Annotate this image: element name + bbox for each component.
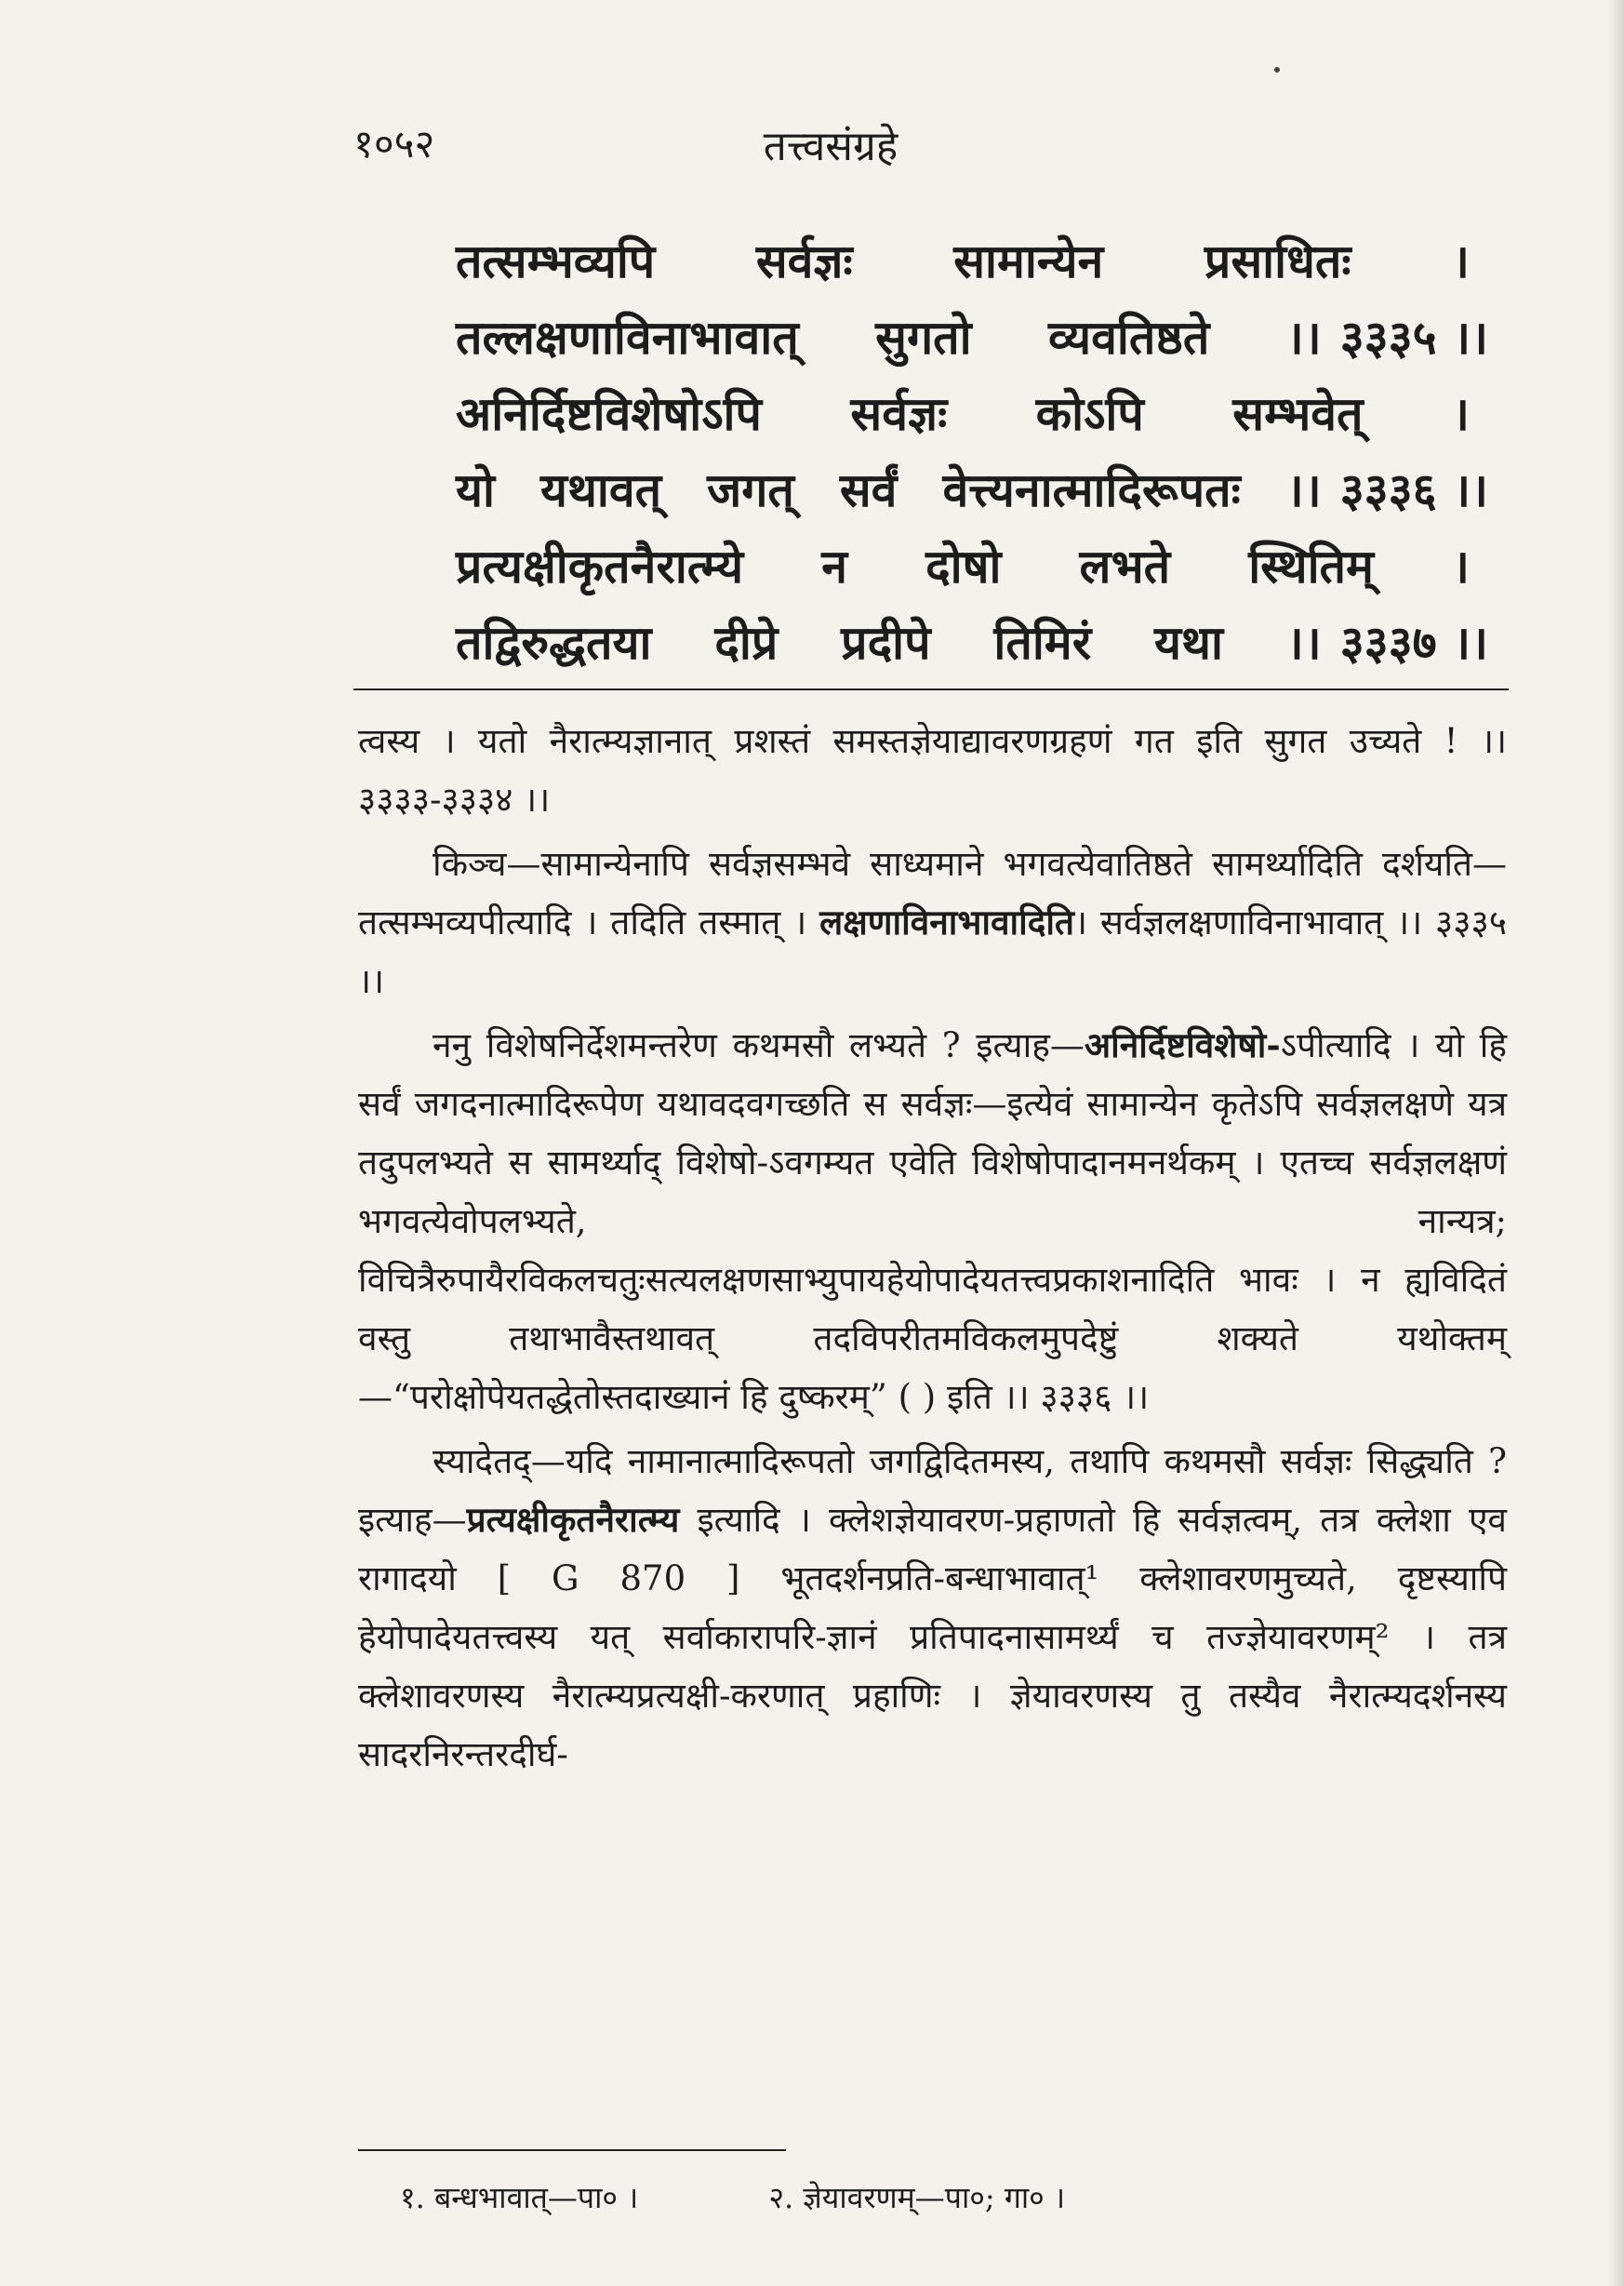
commentary-lemma: अनिर्दिष्टविशेषो- [1084,1024,1281,1065]
verse-text: प्रत्यक्षीकृतनैरात्म्ये न दोषो लभते स्थितिम् । [456,539,1470,594]
commentary-lemma: प्रत्यक्षीकृतनैरात्म्य [466,1499,680,1540]
running-title: तत्त्वसंग्रहे [763,123,899,170]
verse-line [456,457,1488,533]
verse-line [456,609,1488,686]
commentary-text: ननु विशेषनिर्देशमन्तरेण कथमसौ लभ्यते ? इत्याह— [433,1025,1085,1065]
footnote-divider [358,2149,786,2151]
footnotes [400,2177,1423,2217]
verse-number: ३३३७ ।। [1339,615,1488,670]
verse-line [456,304,1488,381]
footnote: १. बन्धभावात्—पा० । [400,2180,639,2215]
verse-line [456,381,1488,457]
commentary-text: किञ्च—सामान्येनापि सर्वज्ञसम्भवे साध्यमाने भगवत्येवातिष्ठते सामर्थ्यादिति दर्शयति—तत्सम्भव्यपीत्यादि । तदिति तस्मात् । [358,844,1507,942]
footnote: २. ज्ञेयावरणम्—पा०; गा० । [768,2180,1066,2215]
verse-divider [353,688,1509,690]
commentary-lemma: लक्षणाविनाभावादिति [819,902,1075,942]
verse-number: ३३३६ ।। [1339,462,1488,517]
commentary-block [358,712,1507,1789]
verse-text: अनिर्दिष्टविशेषोऽपि सर्वज्ञः कोऽपि सम्भवेत् । [456,386,1470,441]
commentary-paragraph [358,835,1507,1010]
commentary-paragraph [358,1432,1507,1784]
verse-number: ३३३५ ।। [1339,310,1488,365]
verse-text: तत्सम्भव्यपि सर्वज्ञः सामान्येन प्रसाधितः । [456,234,1470,288]
commentary-text: इत्यादि । क्लेशज्ञेयावरण-प्रहाणतो हि सर्वज्ञत्वम्, तत्र क्लेशा एव रागादयो [ G 870 ] भूतदर्शनप्रति-बन्धाभावात्¹ क्लेशावरणमुच्यते, दृष्टस्यापि हेयोपादेयतत्त्वस्य यत् सर्वाकारापरि-ज्ञानं प्रतिपादनासामर्थ्यं च तज्ज्ञेयावरणम्² । तत्र क्लेशावरणस्य नैरात्म्यप्रत्यक्षी-करणात् प्रहाणिः । ज्ञेयावरणस्य तु तस्यैव नैरात्म्यदर्शनस्य सादरनिरन्तरदीर्घ- [358,1500,1507,1774]
commentary-paragraph: त्वस्य । यतो नैरात्म्यज्ञानात् प्रशस्तं समस्तज्ञेयाद्यावरणग्रहणं गत इति सुगत उच्यते ! ।। ३३३३-३३३४ ।। [358,721,1507,820]
ink-speck [1274,67,1280,73]
commentary-text: ऽपीत्यादि । यो हि सर्वं जगदनात्मादिरूपेण यथावदवगच्छति स सर्वज्ञः—इत्येवं सामान्येन कृतेऽपि सर्वज्ञलक्षणे यत्र तदुपलभ्यते स सामर्थ्याद् विशेषो-ऽवगम्यत एवेति विशेषोपादानमनर्थकम् । एतच्च सर्वज्ञलक्षणं भगवत्येवोपलभ्यते, नान्यत्र; विचित्रैरुपायैरविकलचतुःसत्यलक्षणसाभ्युपायहेयोपादेयतत्त्वप्रकाशनादिति भावः । न ह्यविदितं वस्तु तथाभावैस्तथावत् तदविपरीतमविकलमुपदेष्टुं शक्यते यथोक्तम्—“परोक्षोपेयतद्धेतोस्तदाख्यानं हि दुष्करम्” ( ) इति ।। ३३३६ ।। [358,1025,1507,1417]
verse-line [456,533,1488,609]
verse-block [456,228,1488,686]
commentary-paragraph [358,1016,1507,1426]
commentary-text: । सर्वज्ञलक्षणाविनाभावात् ।। ३३३५ ।। [358,902,1507,1001]
commentary-text: स्यादेतद्—यदि नामानात्मादिरूपतो जगद्विदितमस्य, तथापि कथमसौ सर्वज्ञः सिद्ध्यति ? इत्याह— [358,1441,1507,1540]
page-edge-shadow [1607,0,1624,2286]
page-header [0,116,1624,181]
verse-line [456,228,1488,304]
verse-text: यो यथावत् जगत् सर्वं वेत्त्यनात्मादिरूपतः ।। [456,462,1322,517]
verse-text: तद्विरुद्धतया दीप्रे प्रदीपे तिमिरं यथा ।। [456,615,1322,670]
page-number: १०५२ [353,121,435,167]
verse-text: तल्लक्षणाविनाभावात् सुगतो व्यवतिष्ठते ।। [456,310,1322,365]
